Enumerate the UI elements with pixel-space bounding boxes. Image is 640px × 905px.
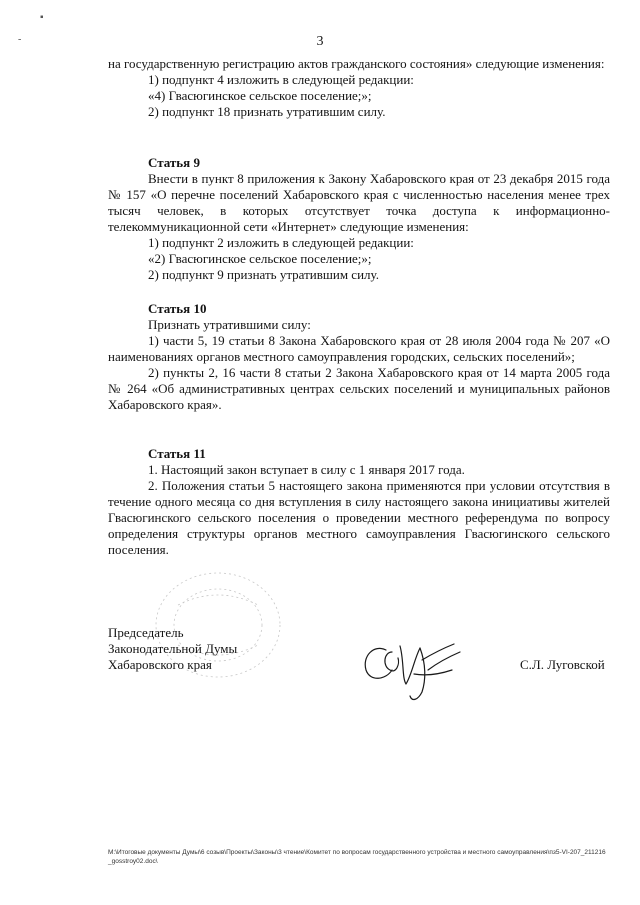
intro-block bbox=[108, 56, 610, 120]
paragraph: Признать утратившими силу: bbox=[148, 317, 311, 332]
scan-mark: - bbox=[18, 34, 22, 45]
signatory-name: С.Л. Луговской bbox=[520, 657, 605, 672]
article-9 bbox=[108, 155, 610, 283]
paragraph: 2) подпункт 18 признать утратившим силу. bbox=[148, 104, 386, 119]
signatory-title-line: Хабаровского края bbox=[108, 657, 212, 672]
paragraph: «2) Гвасюгинское сельское поселение;»; bbox=[148, 251, 372, 266]
paragraph: 2) подпункт 9 признать утратившим силу. bbox=[148, 267, 379, 282]
signatory-title-line: Законодательной Думы bbox=[108, 641, 238, 656]
paragraph: 2) пункты 2, 16 части 8 статьи 2 Закона Хабаровского края от 14 марта 2005 года № 264 «Об административных центрах сельских поселений и муниципальных районов Хабаровского края». bbox=[108, 365, 610, 412]
handwritten-signature bbox=[356, 630, 476, 706]
signatory-title bbox=[108, 625, 237, 673]
paragraph: Внести в пункт 8 приложения к Закону Хабаровского края от 23 декабря 2015 года № 157 «О перечне поселений Хабаровского края с численностью населения менее трех тысяч человек, в которых отсутствует точка доступа к информационно-телекоммуникационной сети «Интернет» следующие изменения: bbox=[108, 171, 610, 234]
article-10 bbox=[108, 301, 610, 413]
file-path-footer: M:\Итоговые документы Думы\6 созыв\Проекты\Законы\3 чтение\Комитет по вопросам государственного устройства и местного самоуправления\пз5-VI-207_211216_gosstroy02.doc\ bbox=[108, 849, 606, 865]
article-11 bbox=[108, 446, 610, 558]
paragraph: 1) части 5, 19 статьи 8 Закона Хабаровского края от 28 июля 2004 года № 207 «О наименованиях органов местного самоуправления городских, сельских поселений»; bbox=[108, 333, 610, 364]
paragraph: 2. Положения статьи 5 настоящего закона применяются при условии отсутствия в течение одного месяца со дня вступления в силу настоящего закона инициативы жителей Гвасюгинского сельского поселения о проведении местного референдума по вопросу определения структуры органов местного самоуправления Гвасюгинского сельского поселения. bbox=[108, 478, 610, 557]
article-heading: Статья 11 bbox=[148, 446, 206, 461]
paragraph: 1) подпункт 4 изложить в следующей редакции: bbox=[148, 72, 414, 87]
paragraph: 1. Настоящий закон вступает в силу с 1 января 2017 года. bbox=[148, 462, 465, 477]
paragraph: на государственную регистрацию актов гражданского состояния» следующие изменения: bbox=[108, 56, 605, 71]
article-heading: Статья 10 bbox=[148, 301, 207, 316]
paragraph: «4) Гвасюгинское сельское поселение;»; bbox=[148, 88, 372, 103]
article-heading: Статья 9 bbox=[148, 155, 200, 170]
scan-mark: ▪ bbox=[40, 12, 44, 23]
page-number: 3 bbox=[316, 34, 324, 49]
signatory-title-line: Председатель bbox=[108, 625, 184, 640]
paragraph: 1) подпункт 2 изложить в следующей редакции: bbox=[148, 235, 414, 250]
